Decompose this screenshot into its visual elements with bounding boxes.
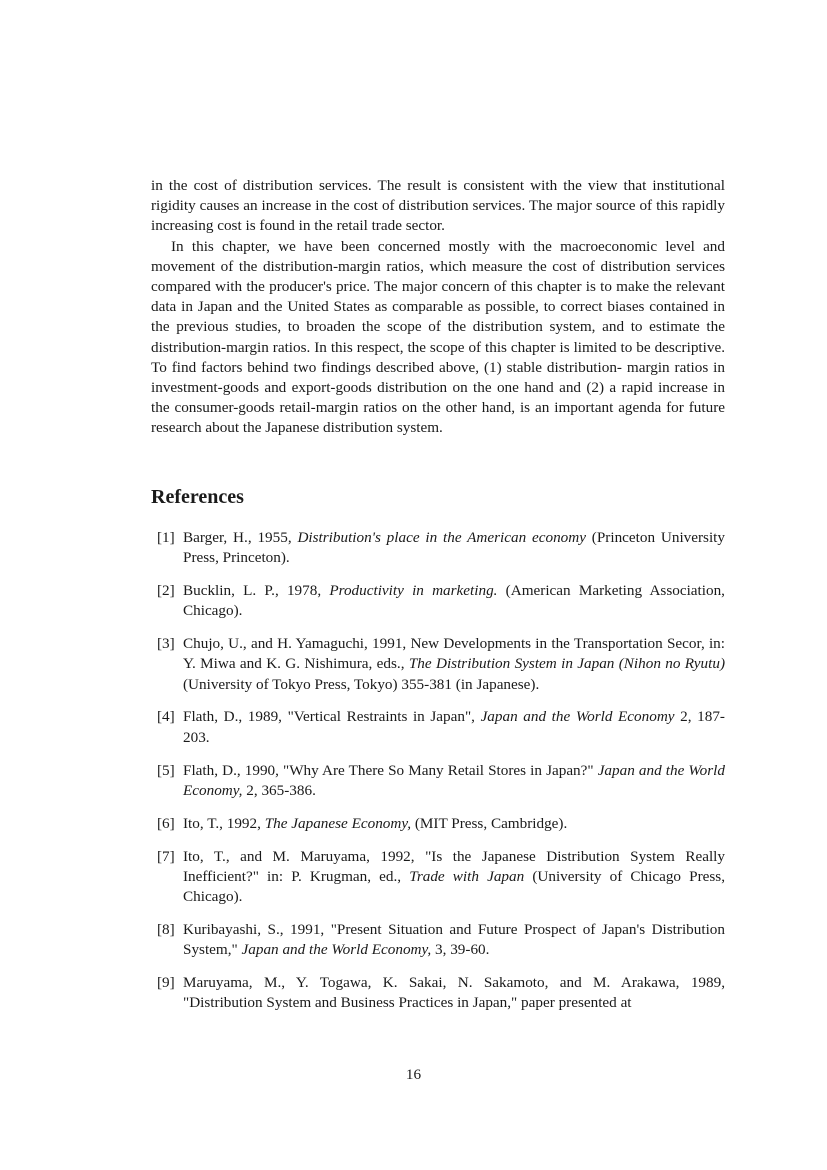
reference-list [151,528,725,1026]
reference-item [151,528,725,568]
reference-text: Flath, D., 1989, "Vertical Restraints in Japan", [183,708,481,726]
references-heading: References [151,486,244,508]
paragraph: in the cost of distribution services. The result is consistent with the view that institutional rigidity causes an increase in the cost of distribution services. The major source of this rapidly increasing cost is found in the retail trade sector. [151,177,725,235]
page-number: 16 [405,1066,422,1083]
reference-item [151,707,725,747]
reference-number: [5] [157,761,175,779]
reference-number: [8] [157,920,175,938]
reference-text: (American Marketing Association, Chicago). [183,582,725,620]
reference-text: 2, 187-203. [183,708,725,746]
reference-item [151,973,725,1013]
reference-text: Bucklin, L. P., 1978, [183,582,330,600]
reference-number: [6] [157,814,175,832]
paragraph: In this chapter, we have been concerned mostly with the macroeconomic level and movement of the distribution-margin ratios, which measure the cost of distribution services compared with the producer's price. The major concern of this chapter is to make the relevant data in Japan and the United States as comparable as possible, to correct biases contained in the previous studies, to broaden the scope of the distribution system, and to estimate the distribution-margin ratios. In this respect, the scope of this chapter is limited to be descriptive. To find factors behind two findings described above, (1) stable distribution- margin ratios in investment-goods and export-goods distribution on the one hand and (2) a rapid increase in the consumer-goods retail-margin ratios on the other hand, is an important agenda for future research about the Japanese distribution system. [151,237,725,437]
reference-number: [9] [157,973,175,991]
reference-text: Flath, D., 1990, "Why Are There So Many Retail Stores in Japan?" [183,761,598,779]
reference-text: Ito, T., and M. Maruyama, 1992, "Is the Japanese Distribution System Really Inefficient?" in: P. Krugman, ed., [183,847,725,885]
reference-item [151,634,725,695]
reference-item [151,761,725,801]
reference-text: Kuribayashi, S., 1991, "Present Situation and Future Prospect of Japan's Distribution System," [183,920,725,959]
reference-title: Distribution's place in the American economy [297,529,586,546]
reference-number: [4] [157,708,175,726]
reference-title: The Japanese Economy, [264,814,412,832]
reference-text: Maruyama, M., Y. Togawa, K. Sakai, N. Sakamoto, and M. Arakawa, 1989, "Distribution System and Business Practices in Japan," paper presented at [183,973,725,1012]
reference-number: [3] [157,635,175,653]
reference-text: (Princeton University Press, Princeton). [183,529,725,567]
reference-item [151,847,725,908]
reference-text: 3, 39-60. [431,941,490,959]
reference-text: Ito, T., 1992, [183,814,265,832]
reference-title: Productivity in marketing. [329,582,498,600]
reference-title: Japan and the World Economy, [241,941,432,959]
reference-title: Trade with Japan [409,867,525,885]
reference-text: (University of Chicago Press, Chicago). [183,867,725,905]
reference-text: Chujo, U., and H. Yamaguchi, 1991, New Developments in the Transportation Secor, in: Y. Miwa and K. G. Nishimura, eds., [183,635,725,673]
reference-text: Barger, H., 1955, [183,529,298,546]
reference-text: (MIT Press, Cambridge). [411,814,568,832]
reference-item [151,920,725,960]
reference-number: [1] [157,529,175,546]
body-text [151,176,725,439]
reference-title: The Distribution System in Japan (Nihon no Ryutu) [408,655,725,673]
reference-title: Japan and the World Economy, [183,761,725,799]
reference-text: (University of Tokyo Press, Tokyo) 355-381 (in Japanese). [183,675,540,693]
reference-item [151,581,725,621]
reference-number: [2] [157,582,175,600]
reference-text: 2, 365-386. [242,781,316,799]
reference-number: [7] [157,847,175,865]
reference-title: Japan and the World Economy [480,708,675,726]
reference-item [151,814,725,834]
